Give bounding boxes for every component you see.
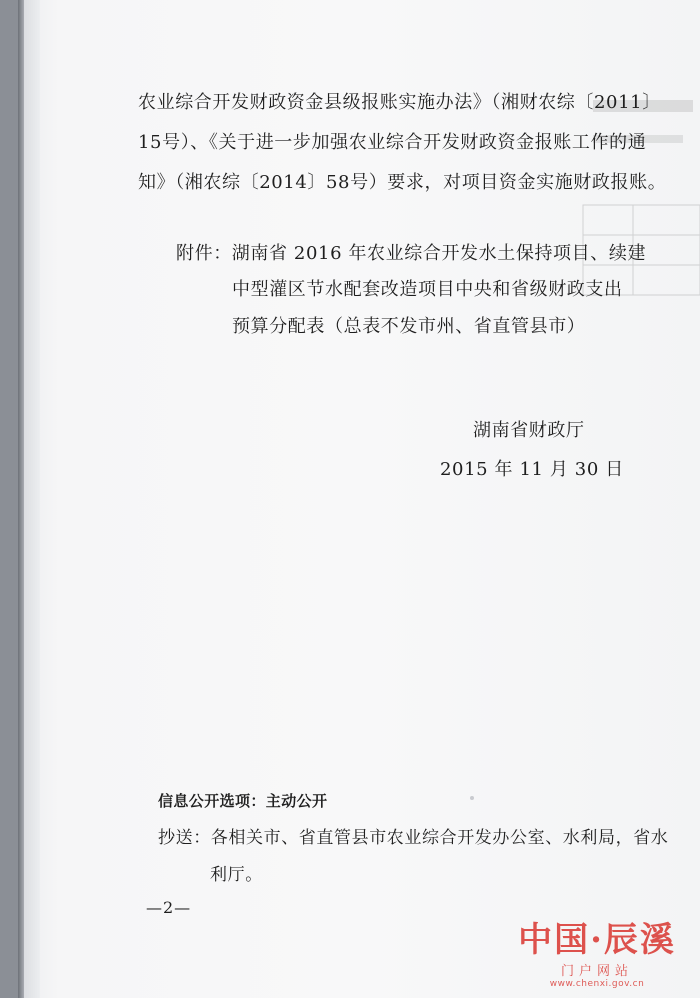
watermark-main: 中国·辰溪 xyxy=(518,920,676,960)
page-crease xyxy=(18,0,24,998)
watermark-sub: 门户网站 xyxy=(560,964,633,979)
scan-speck xyxy=(470,796,474,800)
signature-date: 2015 年 11 月 30 日 xyxy=(440,459,624,480)
body-line-1: 农业综合开发财政资金县级报账实施办法》（湘财农综〔2011〕 xyxy=(138,92,661,113)
body-line-2: 15号）、《关于进一步加强农业综合开发财政资金报账工作的通 xyxy=(138,132,647,153)
page-number: —2— xyxy=(146,898,192,917)
attachment-line-3: 预算分配表（总表不发市州、省直管县市） xyxy=(232,316,586,337)
document-page xyxy=(18,0,700,998)
cc-line-1: 抄送：各相关市、省直管县市农业综合开发办公室、水利局，省水 xyxy=(158,828,669,848)
body-line-3: 知》（湘农综〔2014〕58号）要求，对项目资金实施财政报账。 xyxy=(138,172,667,193)
disclosure-option: 信息公开选项：主动公开 xyxy=(158,792,328,810)
watermark-logo xyxy=(508,920,686,990)
watermark-url: www.chenxi.gov.cn xyxy=(549,979,645,989)
signature-org: 湖南省财政厅 xyxy=(473,420,585,441)
attachment-line-1: 附件：湖南省 2016 年农业综合开发水土保持项目、续建 xyxy=(176,243,647,264)
cc-line-2: 利厅。 xyxy=(210,865,263,885)
attachment-line-2: 中型灌区节水配套改造项目中央和省级财政支出 xyxy=(232,279,623,300)
